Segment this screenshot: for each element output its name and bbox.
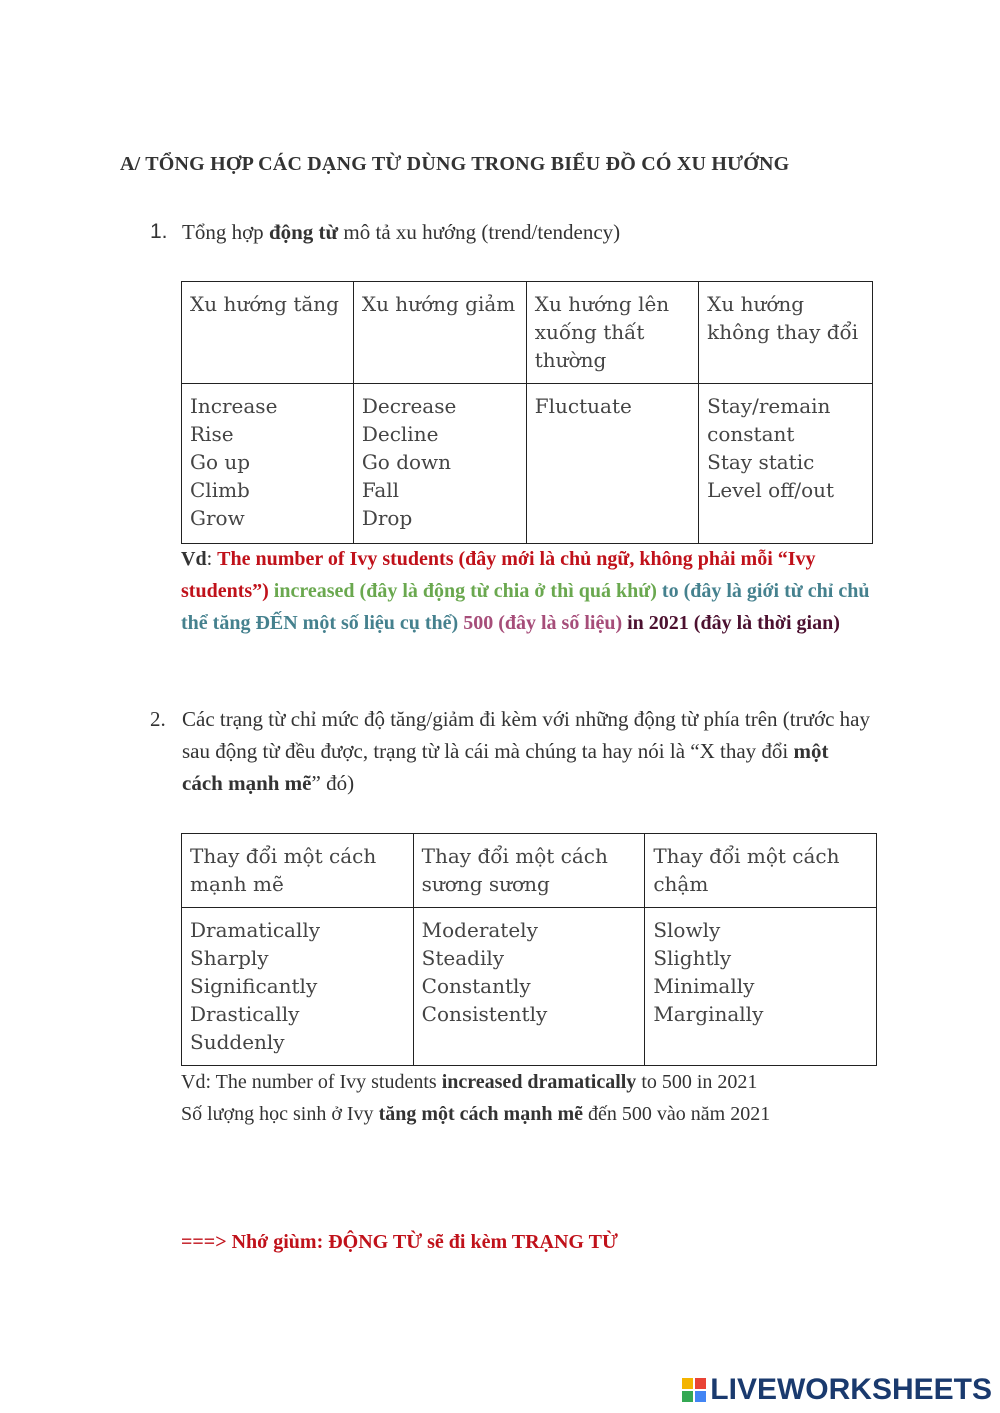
table-cell: Slowly Slightly Minimally Marginally	[645, 908, 877, 1066]
logo-text: LIVEWORKSHEETS	[710, 1373, 992, 1406]
example-preposition: to (đây là giới từ chỉ chủ thể tăng ĐẾN một số liệu cụ thể)	[181, 580, 870, 634]
example-2-english: Vd: The number of Ivy students increased dramatically to 500 in 2021	[181, 1071, 758, 1093]
section-1-text-end: mô tả xu hướng (trend/tendency)	[338, 220, 621, 244]
table-header-cell: Thay đổi một cách mạnh mẽ	[182, 834, 414, 908]
section-1-bold: động từ	[268, 220, 339, 244]
table-cell: Increase Rise Go up Climb Grow	[182, 384, 354, 544]
table-cell: Stay/remain constant Stay static Level off/out	[699, 384, 873, 544]
example-1	[181, 543, 871, 639]
section-2-text: Các trạng từ chỉ mức độ tăng/giảm đi kèm với những động từ phía trên (trước hay sau động từ đều được, trạng từ là cái mà chúng ta hay nói là “X thay đổi	[182, 707, 870, 763]
list-number: 1.	[150, 220, 168, 243]
reminder-note: ===> Nhớ giùm: ĐỘNG TỪ sẽ đi kèm TRẠNG TỪ	[181, 1231, 618, 1253]
section-2-heading	[150, 703, 870, 799]
page-title: A/ TỔNG HỢP CÁC DẠNG TỪ DÙNG TRONG BIỂU ĐỒ CÓ XU HƯỚNG	[120, 153, 790, 175]
liveworksheets-logo	[682, 1373, 992, 1407]
table-header-cell: Xu hướng lên xuống thất thường	[526, 282, 698, 384]
section-1-text: Tổng hợp	[182, 220, 269, 244]
table-cell: Moderately Steadily Constantly Consistently	[413, 908, 645, 1066]
section-2-text-end: ” đó)	[311, 771, 355, 795]
table-header-cell: Thay đổi một cách sương sương	[413, 834, 645, 908]
example-verb: increased (đây là động từ chia ở thì quá khứ)	[268, 580, 657, 602]
table-row	[182, 384, 873, 544]
example-2	[181, 1066, 871, 1130]
example-number: 500 (đây là số liệu)	[458, 612, 623, 634]
example-subject: The number of Ivy students (đây mới là chủ ngữ, không phải mỗi “Ivy students”)	[181, 548, 816, 602]
table-header-cell: Xu hướng không thay đổi	[699, 282, 873, 384]
table-cell: Dramatically Sharply Significantly Drastically Suddenly	[182, 908, 414, 1066]
table-header-cell: Xu hướng tăng	[182, 282, 354, 384]
section-1-heading	[150, 216, 870, 248]
list-number: 2.	[150, 707, 166, 731]
table-cell: Decrease Decline Go down Fall Drop	[353, 384, 526, 544]
table-header-row	[182, 834, 877, 908]
verbs-table	[181, 281, 873, 544]
table-header-row	[182, 282, 873, 384]
table-header-cell: Thay đổi một cách chậm	[645, 834, 877, 908]
section-2-bold: một cách mạnh mẽ	[182, 739, 829, 795]
example-2-vietnamese: Số lượng học sinh ở Ivy tăng một cách mạnh mẽ đến 500 vào năm 2021	[181, 1103, 771, 1125]
adverbs-table	[181, 833, 877, 1066]
example-colon: :	[206, 548, 218, 570]
table-cell: Fluctuate	[526, 384, 698, 544]
example-time: in 2021 (đây là thời gian)	[622, 612, 840, 634]
logo-icon	[682, 1378, 706, 1402]
example-label: Vd	[181, 548, 207, 570]
table-header-cell: Xu hướng giảm	[353, 282, 526, 384]
table-row	[182, 908, 877, 1066]
